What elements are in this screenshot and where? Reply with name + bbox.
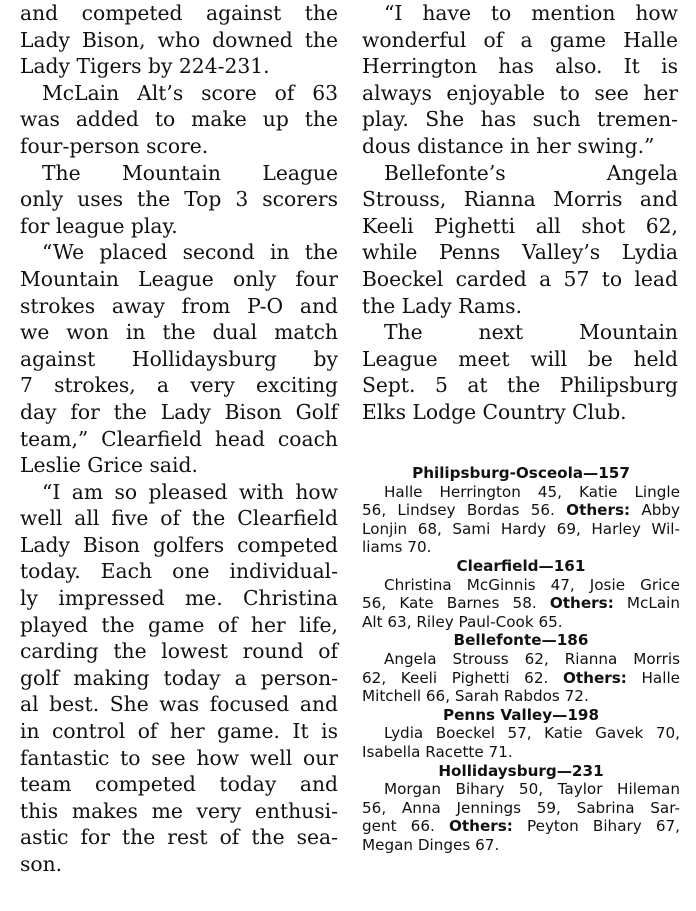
text-line: we won in the dual match — [20, 320, 338, 345]
team-result — [362, 706, 680, 762]
text-line: for league play. — [20, 213, 178, 238]
result-text: Halle — [626, 668, 681, 687]
text-line: ly impressed me. Christina — [20, 586, 338, 611]
text-line: carding the lowest round of — [20, 639, 338, 664]
text-line: team competed today and — [20, 772, 338, 797]
text-line: wonderful of a game Halle — [362, 27, 678, 52]
result-text: Peyton Bihary 67, — [512, 817, 681, 836]
result-line — [362, 520, 680, 539]
text-line: day for the Lady Bison Golf — [20, 399, 338, 424]
text-line: in control of her game. It is — [20, 719, 338, 744]
text-line: Lady Bison golfers competed — [20, 532, 338, 557]
team-result — [362, 631, 680, 705]
result-line — [362, 799, 680, 818]
text-line: League meet will be held — [362, 346, 678, 371]
team-heading: Clearfield—161 — [456, 556, 586, 575]
result-line — [362, 780, 680, 799]
team-heading: Hollidaysburg—231 — [438, 761, 604, 780]
others-label: Others: — [566, 501, 631, 520]
article-right-column — [362, 0, 678, 426]
paragraph-4 — [20, 239, 338, 478]
team-result — [362, 762, 680, 855]
result-line — [362, 836, 680, 855]
article-left-column — [20, 0, 338, 878]
text-line: dous distance in her swing.” — [362, 133, 655, 158]
others-label: Others: — [448, 817, 513, 836]
paragraph-8 — [362, 319, 678, 425]
result-text: Morgan Bihary 50, Taylor Hileman — [384, 780, 680, 799]
team-result — [362, 464, 680, 557]
text-line: “We placed second in the — [42, 240, 338, 265]
text-line: play. She has such tremen- — [362, 107, 678, 132]
text-line: Mountain League only four — [20, 266, 338, 291]
text-line: while Penns Valley’s Lydia — [362, 240, 678, 265]
result-line — [362, 724, 680, 743]
text-line: played the game of her life, — [20, 612, 338, 637]
paragraph-6 — [362, 0, 678, 160]
text-line: son. — [20, 852, 63, 876]
result-text: liams 70. — [362, 538, 432, 557]
text-line: golf making today a person- — [20, 665, 338, 690]
result-line — [362, 687, 680, 706]
result-line — [362, 501, 680, 520]
result-text: 56, Kate Barnes 58. — [362, 594, 550, 613]
result-text: Lonjin 68, Sami Hardy 69, Harley Wil- — [362, 519, 680, 538]
result-text: Abby — [630, 501, 680, 520]
text-line: against Hollidaysburg by — [20, 346, 338, 371]
text-line: well all five of the Clearfield — [20, 506, 338, 531]
result-text: Isabella Racette 71. — [362, 742, 513, 761]
text-line: Keeli Pighetti all shot 62, — [362, 213, 678, 238]
result-text: Angela Strouss 62, Rianna Morris — [384, 649, 680, 668]
paragraph-3 — [20, 160, 338, 240]
text-line: The next Mountain — [384, 320, 678, 345]
team-heading: Philipsburg-Osceola—157 — [412, 464, 630, 482]
text-line: was added to make up the — [20, 107, 338, 132]
result-line — [362, 538, 680, 557]
result-text: Lydia Boeckel 57, Katie Gavek 70, — [384, 724, 680, 743]
text-line: Lady Bison, who downed the — [20, 27, 338, 52]
result-line — [362, 817, 680, 836]
text-line: team,” Clearfield head coach — [20, 426, 338, 451]
team-heading: Penns Valley—198 — [442, 705, 600, 724]
text-line: strokes away from P-O and — [20, 293, 338, 318]
others-label: Others: — [549, 594, 614, 613]
text-line: The Mountain League — [42, 160, 338, 185]
result-line — [362, 576, 680, 595]
text-line: this makes me very enthusi- — [20, 798, 338, 823]
text-line: “I have to mention how — [384, 1, 678, 25]
text-line: McLain Alt’s score of 63 — [42, 80, 338, 105]
text-line: the Lady Rams. — [362, 293, 523, 318]
result-text: 62, Keeli Pighetti 62. — [362, 668, 563, 687]
paragraph-7 — [362, 160, 678, 320]
paragraph-2 — [20, 80, 338, 160]
text-line: 7 strokes, a very exciting — [20, 373, 338, 398]
text-line: fantastic to see how well our — [20, 745, 338, 770]
result-text: Mitchell 66, Sarah Rabdos 72. — [362, 687, 589, 706]
result-text: McLain — [613, 594, 681, 613]
text-line: Leslie Grice said. — [20, 453, 198, 478]
result-line — [362, 650, 680, 669]
result-text: Halle Herrington 45, Katie Lingle — [384, 482, 680, 501]
text-line: Lady Tigers by 224-231. — [20, 54, 270, 79]
result-text: gent 66. — [362, 817, 449, 836]
text-line: and competed against the — [20, 1, 338, 25]
text-line: Bellefonte’s Angela — [384, 160, 678, 185]
text-line: only uses the Top 3 scorers — [20, 187, 338, 212]
text-line: always enjoyable to see her — [362, 80, 678, 105]
text-line: Elks Lodge Country Club. — [362, 399, 627, 424]
result-line — [362, 594, 680, 613]
result-text: 56, Anna Jennings 59, Sabrina Sar- — [362, 798, 680, 817]
results-box — [362, 464, 680, 854]
result-line — [362, 613, 680, 632]
text-line: Herrington has also. It is — [362, 54, 678, 79]
result-line — [362, 743, 680, 762]
text-line: Sept. 5 at the Philipsburg — [362, 373, 678, 398]
result-text: 56, Lindsey Bordas 56. — [362, 501, 567, 520]
text-line: Boeckel carded a 57 to lead — [362, 266, 678, 291]
text-line: “I am so pleased with how — [42, 479, 338, 504]
result-line — [362, 483, 680, 502]
result-line — [362, 669, 680, 688]
team-heading: Bellefonte—186 — [453, 631, 589, 650]
text-line: today. Each one individual- — [20, 559, 338, 584]
paragraph-1 — [20, 0, 338, 80]
text-line: astic for the rest of the sea- — [20, 825, 338, 850]
others-label: Others: — [562, 668, 627, 687]
team-result — [362, 557, 680, 631]
text-line: four-person score. — [20, 133, 209, 158]
text-line: al best. She was focused and — [20, 692, 338, 717]
text-line: Strouss, Rianna Morris and — [362, 187, 678, 212]
result-text: Alt 63, Riley Paul-Cook 65. — [362, 612, 563, 631]
result-text: Megan Dinges 67. — [362, 835, 500, 854]
paragraph-5 — [20, 479, 338, 878]
result-text: Christina McGinnis 47, Josie Grice — [384, 575, 680, 594]
